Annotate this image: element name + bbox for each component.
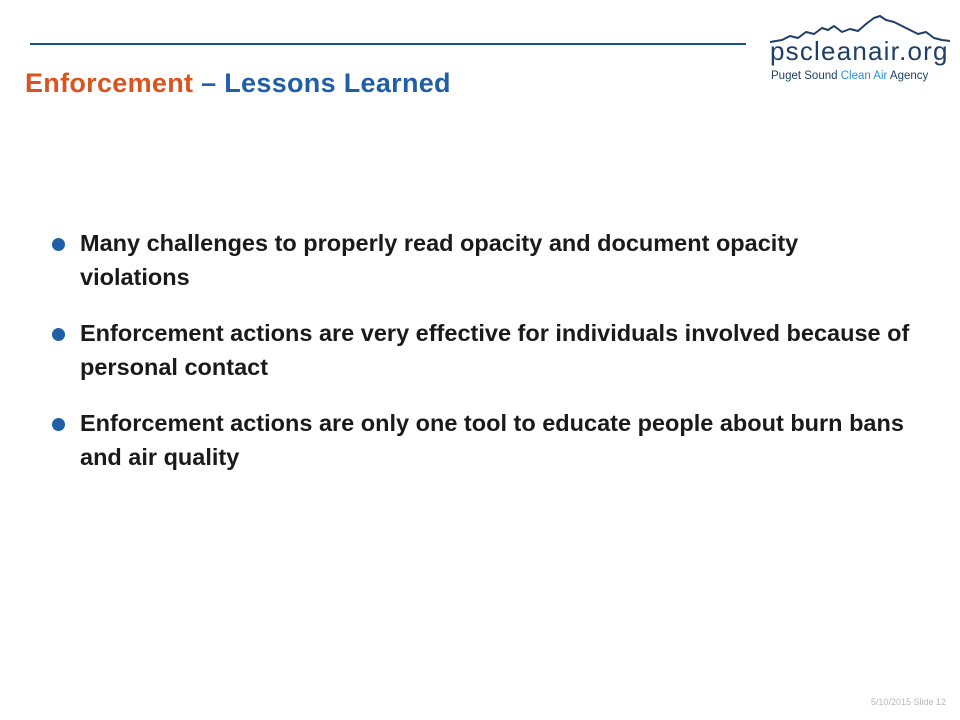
bullet-icon (52, 328, 65, 341)
bullet-icon (52, 418, 65, 431)
list-item (50, 316, 910, 384)
logo-tagline-accent: Clean Air (840, 70, 888, 82)
bullet-text: Enforcement actions are only one tool to educate people about burn bans and air quality (80, 410, 904, 470)
agency-logo (770, 12, 950, 92)
list-item (50, 406, 910, 474)
logo-name: pscleanair.org (770, 36, 949, 66)
bullet-list (50, 226, 910, 496)
slide-title (25, 68, 451, 99)
logo-tagline (771, 70, 928, 82)
logo-tagline-start: Puget Sound (771, 70, 841, 82)
bullet-text: Many challenges to properly read opacity and document opacity violations (80, 230, 799, 290)
bullet-icon (52, 238, 65, 251)
title-rest: – Lessons Learned (193, 68, 451, 98)
list-item (50, 226, 910, 294)
bullet-text: Enforcement actions are very effective for individuals involved because of personal contact (80, 320, 910, 380)
header-rule (30, 43, 746, 45)
logo-tagline-end: Agency (887, 70, 929, 82)
slide-footer: 5/10/2015 Slide 12 (870, 697, 946, 707)
title-highlight: Enforcement (25, 68, 194, 98)
